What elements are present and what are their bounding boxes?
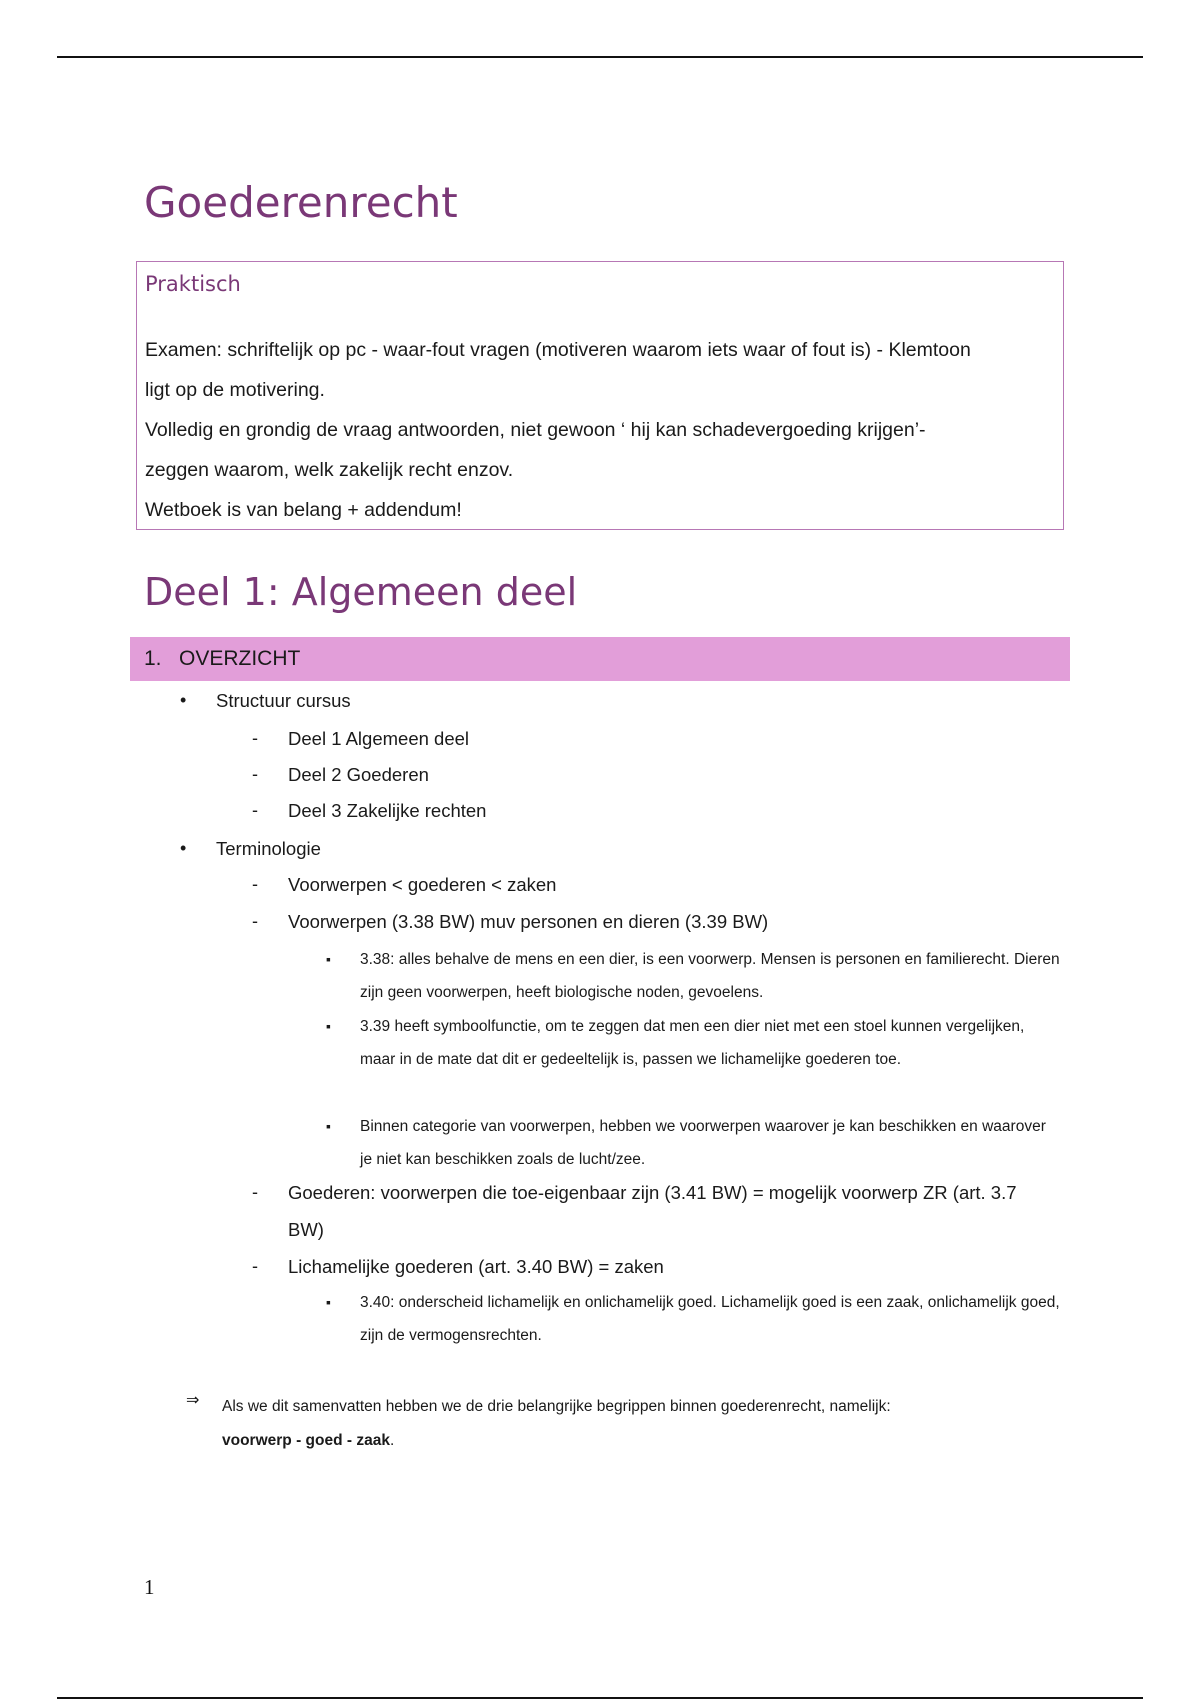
list-item-text: 3.40: onderscheid lichamelijk en onlichamelijk goed. Lichamelijk goed is een zaak, onlichamelijk goed, zijn de vermogensrechten. bbox=[360, 1294, 1060, 1344]
summary-text bbox=[222, 1390, 982, 1458]
section-title: OVERZICHT bbox=[179, 647, 301, 670]
section-number: 1. bbox=[144, 647, 162, 670]
dash-icon: - bbox=[252, 800, 258, 820]
part-heading: Deel 1: Algemeen deel bbox=[144, 570, 578, 614]
list-item-text: Terminologie bbox=[216, 838, 321, 859]
list-item-text: Binnen categorie van voorwerpen, hebben we voorwerpen waarover je kan beschikken en waarover je niet kan beschikken zoals de lucht/zee. bbox=[360, 1118, 1046, 1168]
dash-icon: - bbox=[252, 911, 258, 931]
document-title: Goederenrecht bbox=[144, 178, 458, 227]
summary-key-terms: voorwerp - goed - zaak bbox=[222, 1432, 390, 1449]
summary-sentence: Als we dit samenvatten hebben we de drie belangrijke begrippen binnen goederenrecht, namelijk: bbox=[222, 1398, 891, 1415]
arrow-right-icon: ⇒ bbox=[186, 1392, 200, 1409]
box-line: Wetboek is van belang + addendum! bbox=[145, 499, 462, 521]
dash-icon: - bbox=[252, 1256, 258, 1276]
list-item-text: 3.39 heeft symboolfunctie, om te zeggen dat men een dier niet met een stoel kunnen vergelijken, maar in de mate dat dit er gedeeltelijk is, passen we lichamelijke goederen toe. bbox=[360, 1018, 1025, 1068]
square-bullet-icon: ▪ bbox=[326, 1118, 331, 1134]
header-rule bbox=[57, 56, 1143, 58]
box-line: ligt op de motivering. bbox=[145, 379, 325, 401]
list-item-text: Voorwerpen < goederen < zaken bbox=[288, 874, 557, 895]
box-text bbox=[145, 330, 1055, 530]
dash-icon: - bbox=[252, 728, 258, 748]
list-item-text: Structuur cursus bbox=[216, 690, 351, 711]
dash-icon: - bbox=[252, 874, 258, 894]
section-heading-bar bbox=[130, 637, 1070, 681]
square-bullet-icon: ▪ bbox=[326, 1294, 331, 1310]
practical-info-box bbox=[136, 261, 1064, 530]
list-item-text: Deel 3 Zakelijke rechten bbox=[288, 800, 487, 821]
square-bullet-icon: ▪ bbox=[326, 1018, 331, 1034]
page-number: 1 bbox=[144, 1575, 155, 1599]
square-bullet-icon: ▪ bbox=[326, 951, 331, 967]
box-line: Examen: schriftelijk op pc - waar-fout vragen (motiveren waarom iets waar of fout is) - Klemtoon bbox=[145, 339, 971, 361]
list-item-text: BW) bbox=[288, 1219, 324, 1240]
list-item-text: Goederen: voorwerpen die toe-eigenbaar zijn (3.41 BW) = mogelijk voorwerp ZR (art. 3.7 bbox=[288, 1182, 1017, 1203]
footer-rule bbox=[57, 1697, 1143, 1699]
box-line: Volledig en grondig de vraag antwoorden, niet gewoon ‘ hij kan schadevergoeding krijgen’- bbox=[145, 419, 926, 441]
list-item-text: 3.38: alles behalve de mens en een dier, is een voorwerp. Mensen is personen en familierecht. Dieren zijn geen voorwerpen, heeft biologische noden, gevoelens. bbox=[360, 951, 1060, 1001]
summary-end: . bbox=[389, 1432, 395, 1449]
box-line: zeggen waarom, welk zakelijk recht enzov. bbox=[145, 459, 514, 481]
box-heading: Praktisch bbox=[145, 272, 241, 296]
bullet-icon: • bbox=[180, 838, 187, 858]
bullet-icon: • bbox=[180, 690, 187, 710]
dash-icon: - bbox=[252, 764, 258, 784]
list-item-text: Deel 2 Goederen bbox=[288, 764, 429, 785]
list-item-text: Deel 1 Algemeen deel bbox=[288, 728, 470, 749]
dash-icon: - bbox=[252, 1182, 258, 1202]
list-item-text: Voorwerpen (3.38 BW) muv personen en dieren (3.39 BW) bbox=[288, 911, 769, 932]
list-item-text: Lichamelijke goederen (art. 3.40 BW) = zaken bbox=[288, 1256, 664, 1277]
